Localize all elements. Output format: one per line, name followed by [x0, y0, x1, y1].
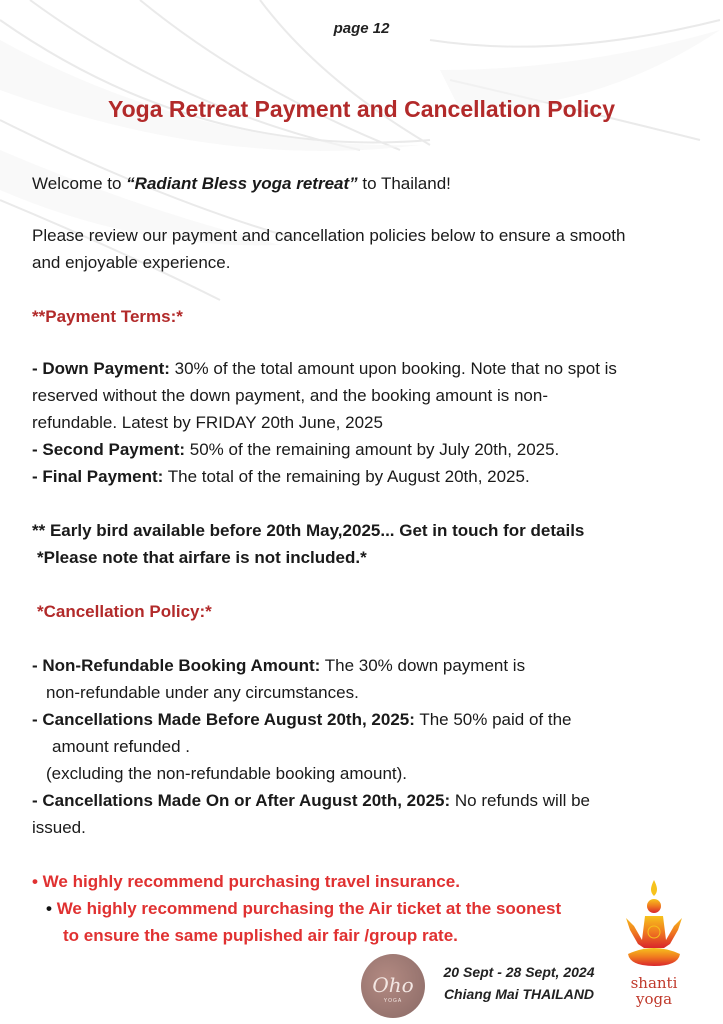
cancellation-heading-block	[32, 598, 692, 625]
payment-terms-list	[32, 355, 692, 490]
before-deadline-text-1: The 50% paid of the	[414, 710, 572, 729]
intro-paragraph	[32, 222, 692, 276]
welcome-suffix: to Thailand!	[357, 174, 451, 193]
shanti-word: shanti	[630, 974, 678, 992]
nonrefundable-text-1: The 30% down payment is	[320, 656, 526, 675]
down-payment-line-1	[32, 355, 692, 382]
down-payment-label: - Down Payment:	[32, 359, 170, 378]
nonrefundable-line-2: non-refundable under any circumstances.	[46, 683, 359, 702]
nonrefundable-label: - Non-Refundable Booking Amount:	[32, 656, 321, 675]
payment-terms-heading: **Payment Terms:*	[32, 307, 183, 326]
down-payment-text-1: 30% of the total amount upon booking. Note that no spot is	[169, 359, 617, 378]
oho-logo-text: Oho	[372, 973, 414, 997]
cancellation-list	[32, 652, 692, 841]
intro-line-2: and enjoyable experience.	[32, 253, 231, 272]
oho-logo-subtext: YOGA	[383, 998, 403, 1004]
recommendations	[32, 868, 692, 949]
before-deadline-label: - Cancellations Made Before August 20th, 2025:	[32, 710, 415, 729]
airfare-note: *Please note that airfare is not included.*	[37, 548, 367, 567]
nonrefundable-line-1	[32, 652, 692, 679]
air-ticket-recommendation-line-2: to ensure the same puplished air fair /group rate.	[63, 926, 458, 945]
down-payment-line-2: reserved without the down payment, and the booking amount is non-	[32, 386, 548, 405]
air-ticket-recommendation-line-1	[32, 895, 692, 922]
intro-line-1: Please review our payment and cancellation policies below to ensure a smooth	[32, 226, 626, 245]
before-deadline-line-3: (excluding the non-refundable booking amount).	[46, 764, 408, 783]
retreat-dates: 20 Sept - 28 Sept, 2024	[443, 964, 595, 980]
after-deadline-text-1: No refunds will be	[450, 791, 590, 810]
second-payment-line	[32, 436, 692, 463]
final-payment-text: The total of the remaining by August 20th, 2025.	[163, 467, 530, 486]
page-title: Yoga Retreat Payment and Cancellation Policy	[108, 96, 615, 122]
before-deadline-line-1	[32, 706, 692, 733]
retreat-dates-location	[424, 961, 614, 1005]
welcome-line	[32, 170, 692, 197]
second-payment-label: - Second Payment:	[32, 440, 186, 459]
before-deadline-line-2: amount refunded .	[52, 737, 190, 756]
meditating-figure-icon	[616, 878, 692, 978]
bullet-dot: •	[46, 899, 57, 918]
welcome-prefix: Welcome to	[32, 174, 127, 193]
second-payment-text: 50% of the remaining amount by July 20th, 2025.	[185, 440, 560, 459]
cancellation-heading: *Cancellation Policy:*	[37, 602, 212, 621]
final-payment-label: - Final Payment:	[32, 467, 164, 486]
down-payment-line-3: refundable. Latest by FRIDAY 20th June, 2025	[32, 413, 383, 432]
retreat-location: Chiang Mai THAILAND	[443, 986, 595, 1002]
shanti-yoga-logo	[616, 878, 692, 1013]
retreat-name: “Radiant Bless yoga retreat”	[126, 174, 358, 193]
after-deadline-line-2: issued.	[32, 818, 86, 837]
early-bird-note: ** Early bird available before 20th May,2025... Get in touch for details	[32, 521, 585, 540]
yoga-word: yoga	[635, 990, 673, 1008]
page-number: page 12	[333, 20, 390, 37]
final-payment-line	[32, 463, 692, 490]
payment-heading-block	[32, 303, 692, 330]
after-deadline-label: - Cancellations Made On or After August 20th, 2025:	[32, 791, 451, 810]
air-ticket-text-1: We highly recommend purchasing the Air ticket at the soonest	[56, 899, 562, 918]
after-deadline-line-1	[32, 787, 692, 814]
oho-yoga-logo	[361, 954, 425, 1018]
early-bird-block	[32, 517, 692, 571]
insurance-recommendation: • We highly recommend purchasing travel insurance.	[32, 872, 460, 891]
